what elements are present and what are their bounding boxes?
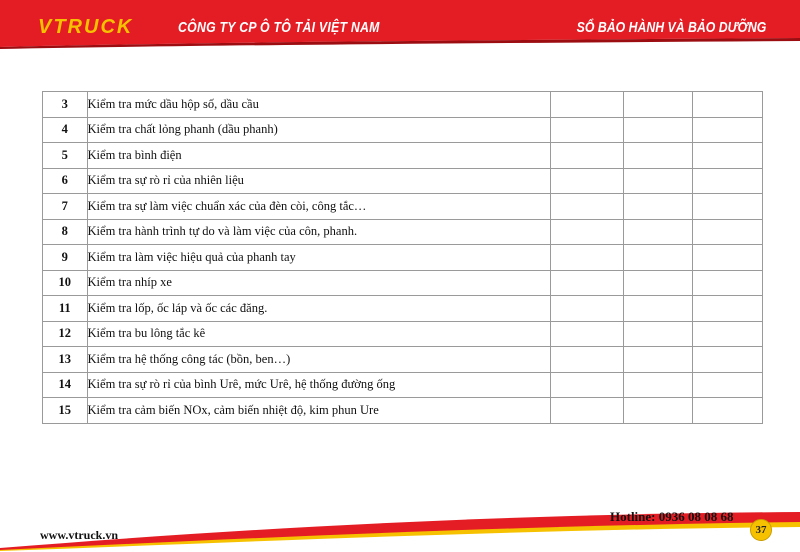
blank-cell xyxy=(550,296,623,322)
table-row xyxy=(43,194,763,220)
blank-cell xyxy=(692,92,762,118)
check-item-label: Kiểm tra chất lỏng phanh (dầu phanh) xyxy=(87,117,550,143)
check-item-label: Kiểm tra mức dầu hộp số, dầu cầu xyxy=(87,92,550,118)
blank-cell xyxy=(550,117,623,143)
check-item-label: Kiểm tra nhíp xe xyxy=(87,270,550,296)
blank-cell xyxy=(692,347,762,373)
row-number: 10 xyxy=(43,270,88,296)
row-number: 3 xyxy=(43,92,88,118)
blank-cell xyxy=(692,194,762,220)
blank-cell xyxy=(692,270,762,296)
blank-cell xyxy=(692,245,762,271)
blank-cell xyxy=(624,92,693,118)
blank-cell xyxy=(624,296,693,322)
row-number: 13 xyxy=(43,347,88,373)
page-number-badge: 37 xyxy=(750,519,772,541)
table-row xyxy=(43,398,763,424)
blank-cell xyxy=(692,372,762,398)
blank-cell xyxy=(550,321,623,347)
hotline-text: Hotline: 0936 08 08 68 xyxy=(610,509,734,524)
blank-cell xyxy=(624,219,693,245)
blank-cell xyxy=(550,168,623,194)
company-name: CÔNG TY CP Ô TÔ TẢI VIỆT NAM xyxy=(178,19,380,36)
blank-cell xyxy=(692,143,762,169)
row-number: 15 xyxy=(43,398,88,424)
document-title: SỔ BẢO HÀNH VÀ BẢO DƯỠNG xyxy=(576,19,766,36)
blank-cell xyxy=(624,168,693,194)
row-number: 7 xyxy=(43,194,88,220)
table-row xyxy=(43,347,763,373)
blank-cell xyxy=(624,321,693,347)
blank-cell xyxy=(624,347,693,373)
check-item-label: Kiểm tra làm việc hiệu quả của phanh tay xyxy=(87,245,550,271)
blank-cell xyxy=(550,245,623,271)
blank-cell xyxy=(692,296,762,322)
blank-cell xyxy=(692,168,762,194)
row-number: 14 xyxy=(43,372,88,398)
brand-logo: VTRUCK xyxy=(38,16,134,38)
blank-cell xyxy=(624,117,693,143)
table-row xyxy=(43,296,763,322)
blank-cell xyxy=(550,372,623,398)
check-item-label: Kiểm tra bu lông tắc kê xyxy=(87,321,550,347)
header-swoosh xyxy=(0,38,800,50)
blank-cell xyxy=(692,219,762,245)
row-number: 5 xyxy=(43,143,88,169)
blank-cell xyxy=(550,92,623,118)
check-item-label: Kiểm tra sự làm việc chuẩn xác của đèn còi, công tắc… xyxy=(87,194,550,220)
blank-cell xyxy=(692,321,762,347)
blank-cell xyxy=(624,372,693,398)
table-row xyxy=(43,92,763,118)
blank-cell xyxy=(550,194,623,220)
blank-cell xyxy=(692,398,762,424)
row-number: 8 xyxy=(43,219,88,245)
row-number: 9 xyxy=(43,245,88,271)
blank-cell xyxy=(550,270,623,296)
row-number: 12 xyxy=(43,321,88,347)
table-row xyxy=(43,168,763,194)
blank-cell xyxy=(550,143,623,169)
blank-cell xyxy=(624,194,693,220)
table-row xyxy=(43,219,763,245)
check-item-label: Kiểm tra hành trình tự do và làm việc của côn, phanh. xyxy=(87,219,550,245)
blank-cell xyxy=(550,219,623,245)
blank-cell xyxy=(550,398,623,424)
blank-cell xyxy=(624,245,693,271)
check-item-label: Kiểm tra lốp, ốc láp và ốc các đăng. xyxy=(87,296,550,322)
blank-cell xyxy=(624,398,693,424)
check-item-label: Kiểm tra bình điện xyxy=(87,143,550,169)
table-row xyxy=(43,143,763,169)
blank-cell xyxy=(624,143,693,169)
blank-cell xyxy=(624,270,693,296)
row-number: 6 xyxy=(43,168,88,194)
check-item-label: Kiểm tra sự rò rỉ của nhiên liệu xyxy=(87,168,550,194)
row-number: 11 xyxy=(43,296,88,322)
table-row xyxy=(43,117,763,143)
maintenance-checklist-table xyxy=(42,91,763,424)
row-number: 4 xyxy=(43,117,88,143)
check-item-label: Kiểm tra cảm biến NOx, cảm biến nhiệt độ, kim phun Ure xyxy=(87,398,550,424)
table-row xyxy=(43,372,763,398)
table-row xyxy=(43,270,763,296)
table-row xyxy=(43,321,763,347)
page-header xyxy=(0,0,800,50)
blank-cell xyxy=(550,347,623,373)
blank-cell xyxy=(692,117,762,143)
check-item-label: Kiểm tra hệ thống công tác (bồn, ben…) xyxy=(87,347,550,373)
checklist-body xyxy=(43,92,763,424)
check-item-label: Kiểm tra sự rò rỉ của bình Urê, mức Urê, hệ thống đường ống xyxy=(87,372,550,398)
table-row xyxy=(43,245,763,271)
website-link[interactable]: www.vtruck.vn xyxy=(40,528,119,542)
